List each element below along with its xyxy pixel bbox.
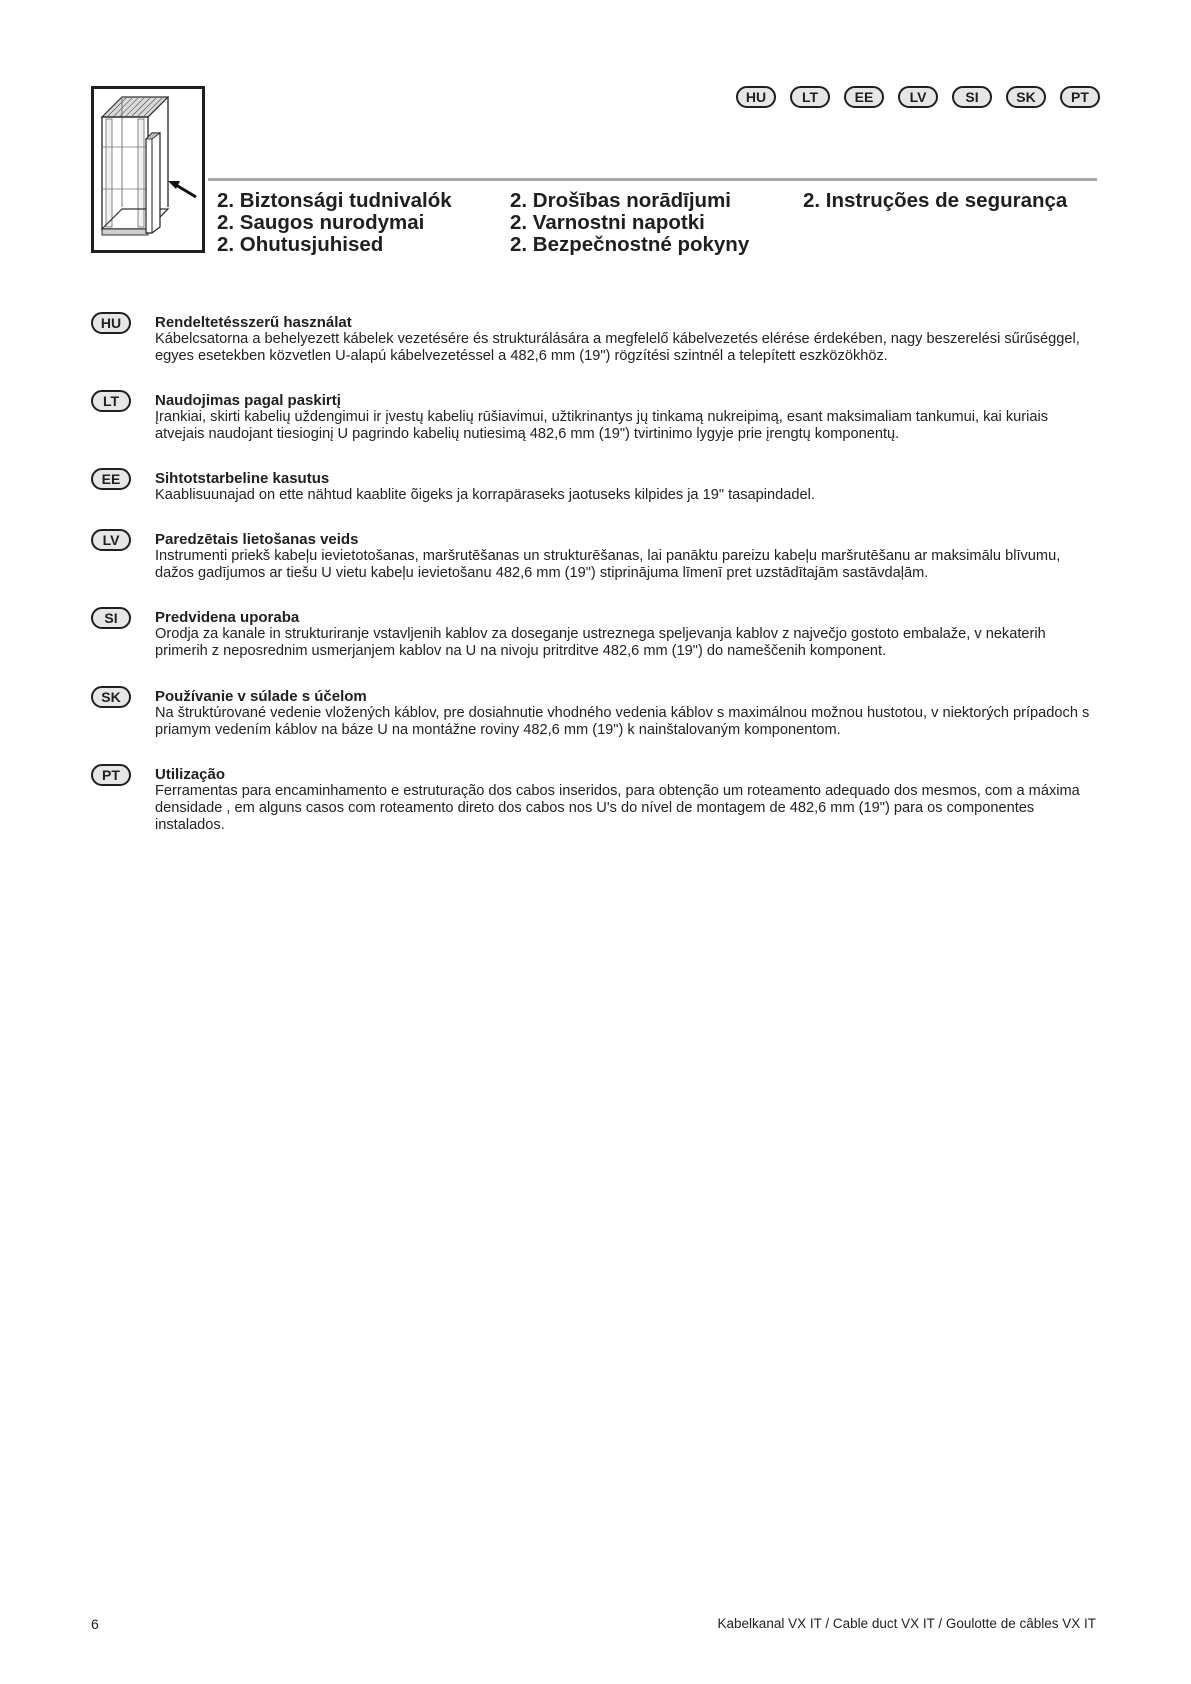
title-column-3 — [803, 190, 1067, 212]
section-text: Kábelcsatorna a behelyezett kábelek vezetésére és strukturálására a megfelelő kábelvezetés elérése érdekében, nagy beszerelési sűrűséggel, egyes esetekben közvetlen U-alapú kábelvezetéssel a 482,6 mm (19") rögzítési szintnél a telepített eszközökhöz. — [155, 331, 1080, 364]
section-heading: Paredzētais lietošanas veids — [155, 531, 359, 548]
section-text: Ferramentas para encaminhamento e estruturação dos cabos inseridos, para obtenção um roteamento adequado dos mesmos, com a máxima densidade , em alguns casos com roteamento direto dos cabos nos U's do nível de montagem de 482,6 mm (19") para os componentes instalados. — [155, 783, 1080, 833]
section-lang-badge: SK — [91, 686, 131, 708]
section-text: Kaablisuunajad on ette nähtud kaablite õigeks ja korrapäraseks jaotuseks kilpides ja 19" tasapindadel. — [155, 487, 815, 503]
section-hu — [91, 314, 1101, 365]
section-heading: Utilização — [155, 766, 226, 783]
section-lt — [91, 392, 1101, 443]
section-text: Na štruktúrované vedenie vložených káblov, pre dosiahnutie vhodného vedenia káblov s maximálnou možnou hustotou, v niektorých prípadoch s priamym vedením káblov na báze U na montážne roviny 482,6 mm (19") k nainštalovaným komponentom. — [155, 705, 1090, 738]
title-column-1 — [217, 190, 452, 256]
title-hu: 2. Biztonsági tudnivalók — [217, 189, 452, 212]
section-sk — [91, 688, 1101, 739]
section-ee — [91, 470, 1101, 504]
section-heading: Predvidena uporaba — [155, 609, 300, 626]
title-sk: 2. Bezpečnostné pokyny — [510, 233, 750, 256]
lang-badge-lt: LT — [790, 86, 830, 108]
section-heading: Rendeltetésszerű használat — [155, 314, 352, 331]
title-si: 2. Varnostni napotki — [510, 211, 705, 234]
rack-icon — [94, 89, 202, 250]
section-lang-badge: EE — [91, 468, 131, 490]
lang-badge-lv: LV — [898, 86, 938, 108]
title-lt: 2. Saugos nurodymai — [217, 211, 425, 234]
section-text: Instrumenti priekš kabeļu ievietotošanas, maršrutēšanas un strukturēšanas, lai panāktu pareizu kabeļu maršrutēšanu ar maksimālu blīvumu, dažos gadījumos ar tiešu U vietu kabeļu ievietošanu 482,6 mm (19") stiprinājuma līmenī pret uzstādītajām sastāvdaļām. — [155, 548, 1061, 581]
lang-badge-sk: SK — [1006, 86, 1046, 108]
title-lv: 2. Drošības norādījumi — [510, 189, 731, 212]
lang-badge-hu: HU — [736, 86, 776, 108]
section-si — [91, 609, 1101, 660]
lang-badge-si: SI — [952, 86, 992, 108]
section-heading: Používanie v súlade s účelom — [155, 688, 367, 705]
title-pt: 2. Instruções de segurança — [803, 189, 1068, 212]
section-lang-badge: LV — [91, 529, 131, 551]
section-heading: Naudojimas pagal paskirtį — [155, 392, 341, 409]
page-number: 6 — [91, 1616, 99, 1632]
section-pt — [91, 766, 1101, 834]
lang-badge-ee: EE — [844, 86, 884, 108]
lang-badge-pt: PT — [1060, 86, 1100, 108]
section-lang-badge: LT — [91, 390, 131, 412]
language-bar — [736, 86, 1100, 108]
header-rule — [208, 178, 1097, 181]
section-heading: Sihtotstarbeline kasutus — [155, 470, 330, 487]
section-text: Orodja za kanale in strukturiranje vstavljenih kablov za doseganje ustreznega speljevanja kablov z največjo gostoto embalaže, v nekaterih primerih z neposrednim usmerjanjem kablov na U na nivoju pritrditve 482,6 mm (19") do nameščenih komponent. — [155, 626, 1046, 659]
footer-doc-title: Kabelkanal VX IT / Cable duct VX IT / Goulotte de câbles VX IT — [717, 1616, 1096, 1631]
rack-cable-duct-illustration — [91, 86, 205, 253]
title-ee: 2. Ohutusjuhised — [217, 233, 384, 256]
section-lang-badge: PT — [91, 764, 131, 786]
title-column-2 — [510, 190, 749, 256]
section-lang-badge: HU — [91, 312, 131, 334]
section-lv — [91, 531, 1101, 582]
section-lang-badge: SI — [91, 607, 131, 629]
section-text: Įrankiai, skirti kabelių uždengimui ir įvestų kabelių rūšiavimui, užtikrinantys jų tinkamą nukreipimą, esant maksimaliam tankumui, kai kuriais atvejais naudojant tiesioginį U pagrindo kabelių nutiesimą 482,6 mm (19") tvirtinimo lygyje prie įrengtų komponentų. — [155, 409, 1048, 442]
